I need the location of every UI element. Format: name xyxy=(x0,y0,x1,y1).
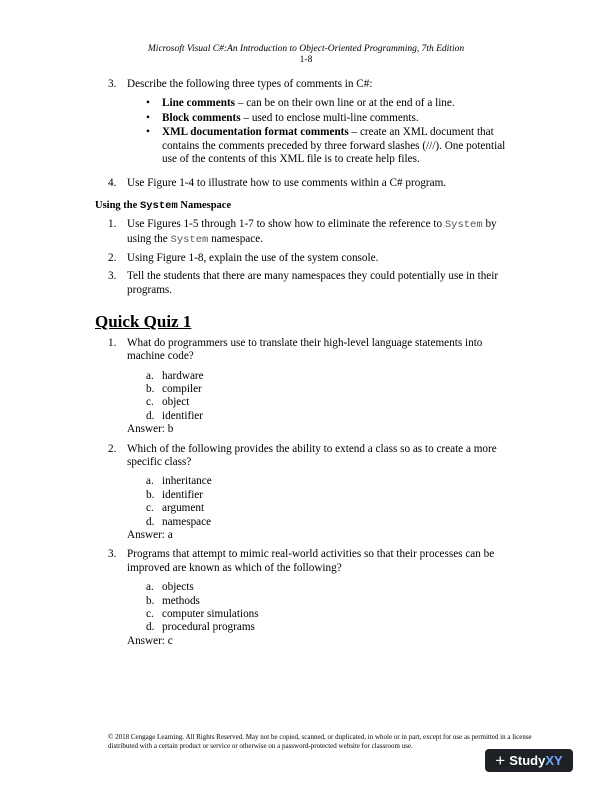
list-item: 4. Use Figure 1-4 to illustrate how to use comments within a C# program. xyxy=(108,177,447,190)
bullet-item: • Block comments – used to enclose multi-line comments. xyxy=(146,111,419,124)
brand-main: Study xyxy=(509,753,546,768)
quiz-question: 1. What do programmers use to translate their high-level language statements into machine code? a. hardware b. compiler c. object d. identifier Answer: b xyxy=(108,337,508,437)
quiz-question: 3. Programs that attempt to mimic real-world activities so that their processes can be improved are known as which of the following? a. objects b. methods c. computer simulations d. procedural programs Answer: c xyxy=(108,548,508,648)
quiz-title: Quick Quiz 1 xyxy=(95,312,192,332)
plus-icon: + xyxy=(495,750,506,770)
studyxy-badge[interactable] xyxy=(485,749,573,772)
option-item: c. argument xyxy=(146,502,205,515)
option-item: c. object xyxy=(146,396,190,409)
brand-accent: XY xyxy=(545,753,563,768)
comment-types-list xyxy=(146,97,508,166)
copyright-footer: © 2018 Cengage Learning. All Rights Reserved. May not be copied, scanned, or duplicated, in whole or in part, except for use as permitted in a license distributed with a certain product or service or otherwise on a password-protected website for classroom use. xyxy=(108,733,532,750)
list-item: 3. Describe the following three types of comments in C#: • Line comments – can be on their own line or at the end of a line. • Block comments – used to enclose multi-line comments. • XML documentation format comments – create an XML document that contains the comments preceded by three forward slashes (///). One potential use of the contents of this XML file is to create help files. xyxy=(108,78,508,172)
page-header xyxy=(0,44,612,66)
bullet-item: • XML documentation format comments – create an XML document that contains the comments preceded by three forward slashes (///). One potential use of the contents of this XML file is to create help files. xyxy=(146,126,506,166)
page-content xyxy=(95,78,508,654)
answer-text: Answer: b xyxy=(127,423,174,436)
answer-options xyxy=(146,475,508,529)
option-item: d. procedural programs xyxy=(146,621,255,634)
option-item: b. identifier xyxy=(146,488,204,501)
bullet-icon: • xyxy=(146,97,150,110)
page-number: 1-8 xyxy=(299,55,313,65)
option-item: a. objects xyxy=(146,581,194,594)
list-item: 1. Use Figures 1-5 through 1-7 to show how to eliminate the reference to System by using the System namespace. xyxy=(108,218,497,246)
option-item: b. compiler xyxy=(146,382,202,395)
answer-text: Answer: c xyxy=(127,634,173,647)
list-item: 2. Using Figure 1-8, explain the use of the system console. xyxy=(108,252,379,265)
book-title: Microsoft Visual C#:An Introduction to Object-Oriented Programming, 7th Edition xyxy=(147,44,465,54)
option-item: a. inheritance xyxy=(146,475,212,488)
option-item: c. computer simulations xyxy=(146,608,259,620)
bullet-icon: • xyxy=(146,126,150,139)
option-item: b. methods xyxy=(146,594,200,607)
quiz-question: 2. Which of the following provides the ability to extend a class so as to create a more specific class? a. inheritance b. identifier c. argument d. namespace Answer: a xyxy=(108,443,508,543)
option-item: d. identifier xyxy=(146,409,204,422)
answer-text: Answer: a xyxy=(127,528,173,541)
bullet-icon: • xyxy=(146,111,150,124)
section-heading: Using the System Namespace xyxy=(95,199,232,212)
answer-options xyxy=(146,370,508,424)
bullet-item: • Line comments – can be on their own line or at the end of a line. xyxy=(146,97,455,110)
option-item: d. namespace xyxy=(146,515,212,528)
option-item: a. hardware xyxy=(146,369,204,382)
answer-options xyxy=(146,581,508,635)
list-item: 3. Tell the students that there are many namespaces they could potentially use in their programs. xyxy=(108,270,499,296)
